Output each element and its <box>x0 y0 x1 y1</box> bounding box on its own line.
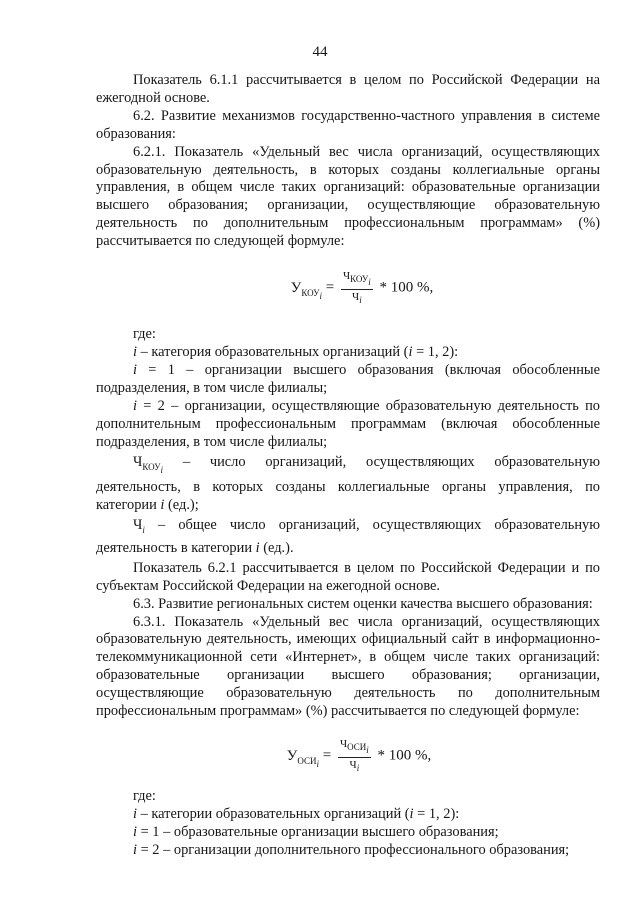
definition-i-1: i = 1 – организации высшего образования (включая обособленные подразделения, в том числе филиалы; <box>96 362 600 397</box>
formula-kou: $У_{КОУ_i}$ = $\frac{Ч_{КОУ_i}}{Ч_i}$ * 100 %, <box>290 270 434 306</box>
formula-kou-denominator: $Ч_i$ <box>352 291 362 306</box>
page-number: 44 <box>312 44 328 60</box>
indicator-6-2-1-text: 6.2.1. Показатель «Удельный вес числа организаций, осуществляющих образовательную деятельность, в которых созданы коллегиальные органы управления, в общем числе таких организаций: образовательные организации высшего образования; организации, осуществляющие образовательную деятельность по дополнительным профессиональным программам» (%) рассчитывается по следующей формуле: <box>96 143 600 250</box>
definition-i-category: i – категория образовательных организаций (i = 1, 2): <box>133 344 459 361</box>
formula-osi-fraction <box>338 738 371 774</box>
definition-ch-kou: $Ч_{КОУ_i}$ – число организаций, осуществляющих образовательную деятельность, в которых созданы коллегиальные органы управления, по категории i (ед.); <box>96 453 600 514</box>
paragraph-6-1-1-scope: Показатель 6.1.1 рассчитывается в целом по Российской Федерации на ежегодной основе. <box>96 72 600 106</box>
formula-kou-lhs: $У_{КОУ_i}$ <box>290 279 322 301</box>
formula-osi-rhs: * 100 %, <box>377 747 432 764</box>
document-body <box>96 72 600 860</box>
formula-osi-lhs: $У_{ОСИ_i}$ <box>286 747 319 769</box>
formula-osi: $У_{ОСИ_i}$ = $\frac{Ч_{ОСИ_i}}{Ч_i}$ * 100 %, <box>286 737 432 774</box>
formula-osi-denominator: $Ч_i$ <box>349 758 360 774</box>
definition-ch-total: $Ч_i$ – общее число организаций, осуществляющих образовательную деятельность в категории i (ед.). <box>96 517 600 556</box>
section-6-3-heading: 6.3. Развитие региональных систем оценки качества высшего образования: <box>133 595 593 612</box>
formula-kou-rhs: * 100 %, <box>379 279 434 296</box>
paragraph-6-2-1-scope: Показатель 6.2.1 рассчитывается в целом по Российской Федерации и по субъектам Российской Федерации на ежегодной основе. <box>96 559 600 594</box>
definition-i-1-osi: i = 1 – образовательные организации высшего образования; <box>133 824 499 841</box>
indicator-6-3-1-text: 6.3.1. Показатель «Удельный вес числа организаций, осуществляющих образовательную деятельность, имеющих официальный сайт в информационно-телекоммуникационной сети «Интернет», в общем числе таких организаций: образовательные организации высшего образования; организации, осуществляющие образовательную деятельность по дополнительным профессиональным программам» (%) рассчитывается по следующей формуле: <box>96 613 600 720</box>
formula-kou-fraction <box>341 270 373 306</box>
definition-i-2-osi: i = 2 – организации дополнительного профессионального образования; <box>133 842 570 859</box>
formula-osi-numerator: $Ч_{ОСИ_i}$ <box>338 738 371 758</box>
formula-kou-numerator: $Ч_{КОУ_i}$ <box>341 270 373 290</box>
where-label-2: где: <box>133 788 156 805</box>
section-6-2-heading: 6.2. Развитие механизмов государственно-частного управления в системе образования: <box>96 107 600 142</box>
where-label-1: где: <box>133 326 156 343</box>
definition-i-category-2: i – категории образовательных организаций (i = 1, 2): <box>133 806 460 823</box>
definition-i-2: i = 2 – организации, осуществляющие образовательную деятельность по дополнительным профессиональным программам (включая обособленные подразделения, в том числе филиалы; <box>96 398 600 450</box>
